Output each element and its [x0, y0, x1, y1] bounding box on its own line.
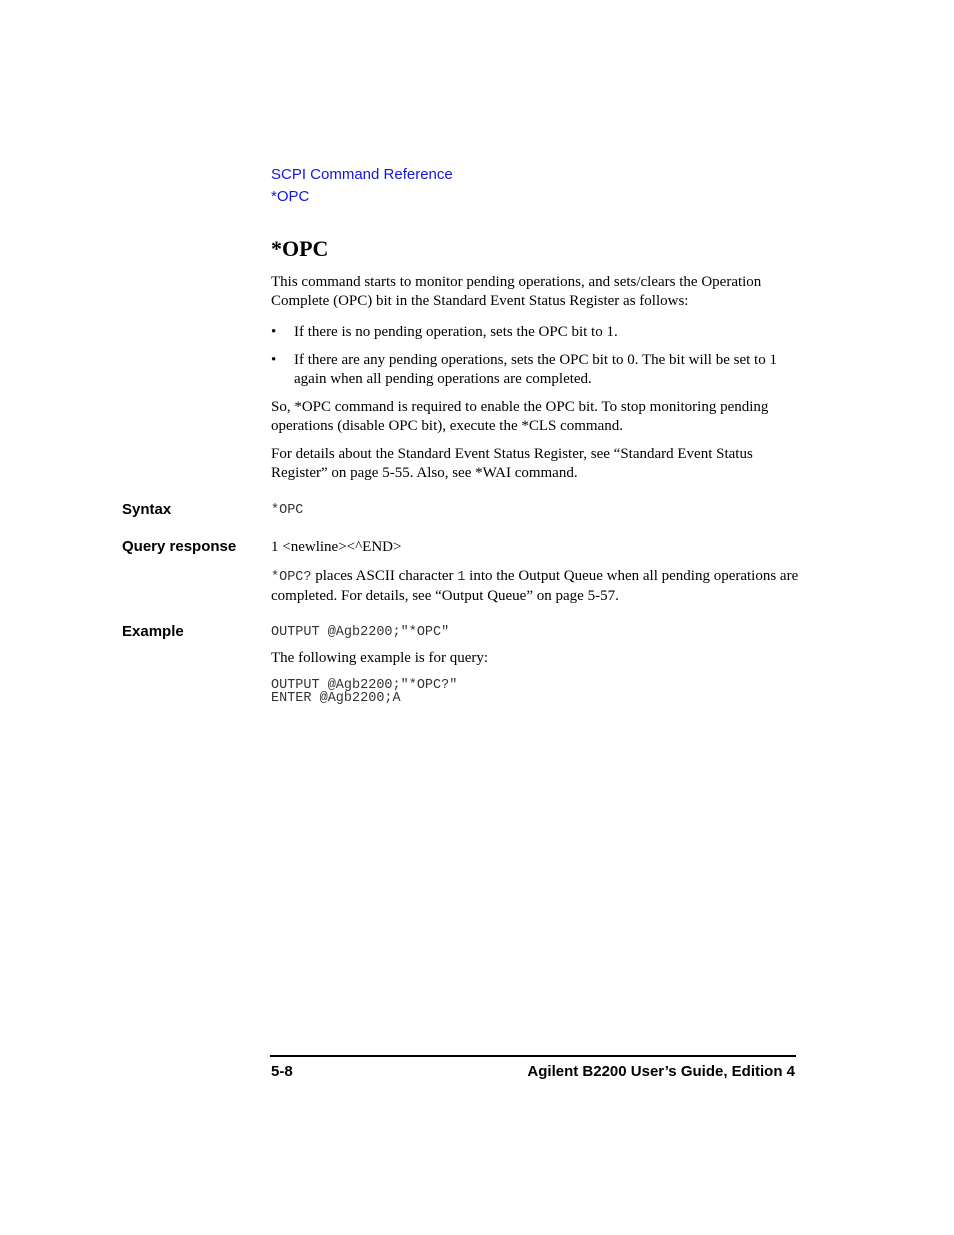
query-response-description: [271, 567, 801, 606]
inline-code: 1: [457, 570, 466, 585]
book-title: Agilent B2200 User’s Guide, Edition 4: [527, 1063, 795, 1080]
intro-paragraph: This command starts to monitor pending operations, and sets/clears the Operation Complete (OPC) bit in the Standard Event Status Register as follows:: [271, 274, 762, 309]
query-response-value: 1 <newline><^END>: [271, 539, 402, 555]
list-item: [271, 323, 801, 342]
opc-usage-paragraph: So, *OPC command is required to enable the OPC bit. To stop monitoring pending operations (disable OPC bit), execute the *CLS command.: [271, 399, 769, 434]
example-label: Example: [122, 623, 184, 640]
example-code: OUTPUT @Agb2200;"*OPC": [271, 625, 450, 640]
list-item-text: If there are any pending operations, sets the OPC bit to 0. The bit will be set to 1 again when all pending operations are completed.: [294, 352, 777, 387]
list-item-text: If there is no pending operation, sets the OPC bit to 1.: [294, 324, 618, 340]
example-text: The following example is for query:: [271, 650, 489, 666]
query-response-label: Query response: [122, 538, 237, 555]
page-title: *OPC: [271, 236, 329, 261]
details-paragraph: For details about the Standard Event Status Register, see “Standard Event Status Register” on page 5-55. Also, see *WAI command.: [271, 446, 753, 481]
header-section-link[interactable]: SCPI Command Reference: [271, 166, 453, 183]
bullet-icon: •: [271, 324, 277, 340]
header-command-link[interactable]: *OPC: [271, 188, 310, 205]
syntax-label: Syntax: [122, 501, 172, 518]
example-code-line: ENTER @Agb2200;A: [271, 691, 401, 706]
inline-code: *OPC?: [271, 570, 312, 585]
example-code-line: OUTPUT @Agb2200;"*OPC?": [271, 678, 458, 693]
description-text: places ASCII character: [311, 568, 458, 584]
syntax-value: *OPC: [271, 503, 304, 518]
footer-divider: [270, 1055, 796, 1057]
list-item: [271, 351, 801, 389]
description-text: into the Output Queue when all pending operations are completed. For details, see “Output Queue” on page 5-57.: [271, 568, 799, 604]
bullet-icon: •: [271, 352, 277, 368]
page-number: 5-8: [271, 1063, 293, 1080]
